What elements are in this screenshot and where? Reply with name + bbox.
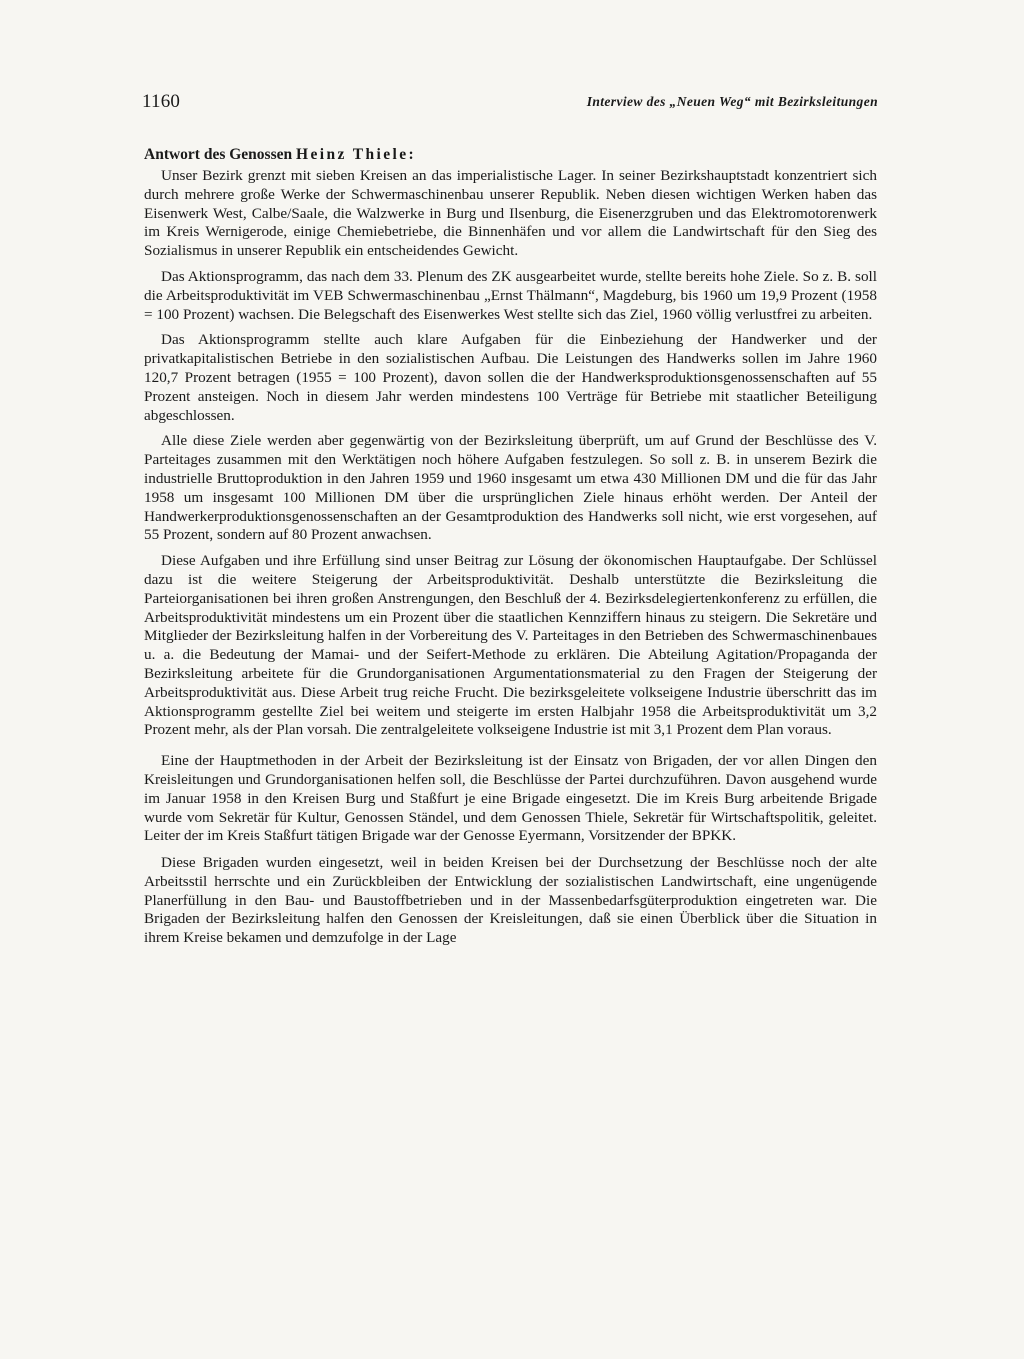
paragraph-6: Eine der Hauptmethoden in der Arbeit der Bezirksleitung ist der Einsatz von Brigaden, der vor allen Dingen den Kreisleitungen und Grundorganisationen helfen soll, die Beschlüsse der Partei durchzuführen. Davon ausgehend wurde im Januar 1958 in den Kreisen Burg und Staßfurt je eine Brigade eingesetzt. Die im Kreis Burg arbeitende Brigade wurde vom Sekretär für Kultur, Genossen Ständel, und dem Genossen Thiele, Sekretär für Wirtschaftspolitik, geleitet. Leiter der im Kreis Staßfurt tätigen Brigade war der Genosse Eyermann, Vorsitzender der BPKK. <box>144 752 877 845</box>
paragraph-2: Das Aktionsprogramm, das nach dem 33. Plenum des ZK ausgearbeitet wurde, stellte bereits hohe Ziele. So z. B. soll die Arbeitsproduktivität im VEB Schwermaschinenbau „Ernst Thälmann“, Magdeburg, bis 1960 um 19,9 Prozent (1958 = 100 Prozent) wachsen. Die Belegschaft des Eisenwerkes West stellte sich das Ziel, 1960 völlig verlustfrei zu arbeiten. <box>144 267 877 323</box>
paragraph-4: Alle diese Ziele werden aber gegenwärtig von der Bezirksleitung überprüft, um auf Grund der Beschlüsse des V. Parteitages zusammen mit den Werktätigen noch höhere Aufgaben festzulegen. So soll z. B. in unserem Bezirk die industrielle Bruttoproduktion in den Jahren 1959 und 1960 insgesamt um etwa 430 Millionen DM und die für das Jahr 1958 um insgesamt 100 Millionen DM über die ursprünglichen Ziele hinaus erhöht werden. Der Anteil der Handwerkerproduktionsgenossenschaften an der Gesamtproduktion des Handwerks soll nicht, wie erst vorgesehen, auf 55 Prozent, sondern auf 80 Prozent anwachsen. <box>144 432 877 544</box>
heading-name: Heinz Thiele: <box>296 146 417 163</box>
page-header <box>142 90 878 114</box>
paragraph-5: Diese Aufgaben und ihre Erfüllung sind unser Beitrag zur Lösung der ökonomischen Hauptaufgabe. Der Schlüssel dazu ist die weitere Steigerung der Arbeitsproduktivität. Deshalb unterstützte die Bezirksleitung die Parteiorganisationen bei ihren großen Anstrengungen, den Beschluß der 4. Bezirksdelegiertenkonferenz zu erfüllen, die Arbeitsproduktivität mindestens um ein Prozent über die staatlichen Kennziffern hinaus zu steigern. Die Sekretäre und Mitglieder der Bezirksleitung halfen in der Vorbereitung des V. Parteitages in den Betrieben des Schwermaschinenbaues u. a. die Bedeutung der Mamai- und der Seifert-Methode zu erklären. Die Abteilung Agitation/Propaganda der Bezirksleitung arbeitete für die Grundorganisationen Argumentationsmaterial zu den Fragen der Steigerung der Arbeitsproduktivität aus. Diese Arbeit trug reiche Frucht. Die bezirksgeleitete volkseigene Industrie überschritt das im Aktionsprogramm gestellte Ziel bei weitem und steigerte im ersten Halbjahr 1958 die Arbeitsproduktivität um 3,2 Prozent mehr, als der Plan vorsah. Die zentralgeleitete volkseigene Industrie ist mit 3,1 Prozent dem Plan voraus. <box>144 552 877 739</box>
page-number: 1160 <box>142 91 181 112</box>
header-divider <box>142 122 878 123</box>
paragraph-1: Unser Bezirk grenzt mit sieben Kreisen an das imperialistische Lager. In seiner Bezirkshauptstadt konzentriert sich durch mehrere große Werke der Schwermaschinenbau unserer Republik. Neben diesen wichtigen Werken haben das Eisenwerk West, Calbe/Saale, die Walzwerke in Burg und Ilsenburg, die Eisenerzgruben und das Elektromotorenwerk im Kreis Wernigerode, einige Chemiebetriebe, die Binnenhäfen und vor allem die Landwirtschaft für den Sieg des Sozialismus in unserer Republik ein entscheidendes Gewicht. <box>144 167 877 260</box>
article-body <box>144 145 877 948</box>
paragraph-7: Diese Brigaden wurden eingesetzt, weil in beiden Kreisen bei der Durchsetzung der Beschlüsse noch der alte Arbeitsstil herrschte und ein Zurückbleiben der Entwicklung der sozialistischen Landwirtschaft, eine ungenügende Planerfüllung in den Bau- und Baustoffbetrieben und in der Massenbedarfsgüterproduktion eingetreten war. Die Brigaden der Bezirksleitung halfen den Genossen der Kreisleitungen, daß sie einen Überblick über die Situation in ihrem Kreise bekamen und demzufolge in der Lage <box>144 854 877 947</box>
article-heading <box>144 145 877 165</box>
heading-prefix: Antwort des Genossen <box>144 146 293 163</box>
paragraph-3: Das Aktionsprogramm stellte auch klare Aufgaben für die Einbeziehung der Handwerker und der privatkapitalistischen Betriebe in den sozialistischen Aufbau. Die Leistungen des Handwerks sollen im Jahre 1960 120,7 Prozent betragen (1955 = 100 Prozent), davon sollen die der Handwerksproduktionsgenossenschaften auf 55 Prozent ansteigen. Noch in diesem Jahr werden mindestens 100 Verträge für Betriebe mit staatlicher Beteiligung abgeschlossen. <box>144 331 877 424</box>
running-head: Interview des „Neuen Weg“ mit Bezirksleitungen <box>586 94 878 109</box>
